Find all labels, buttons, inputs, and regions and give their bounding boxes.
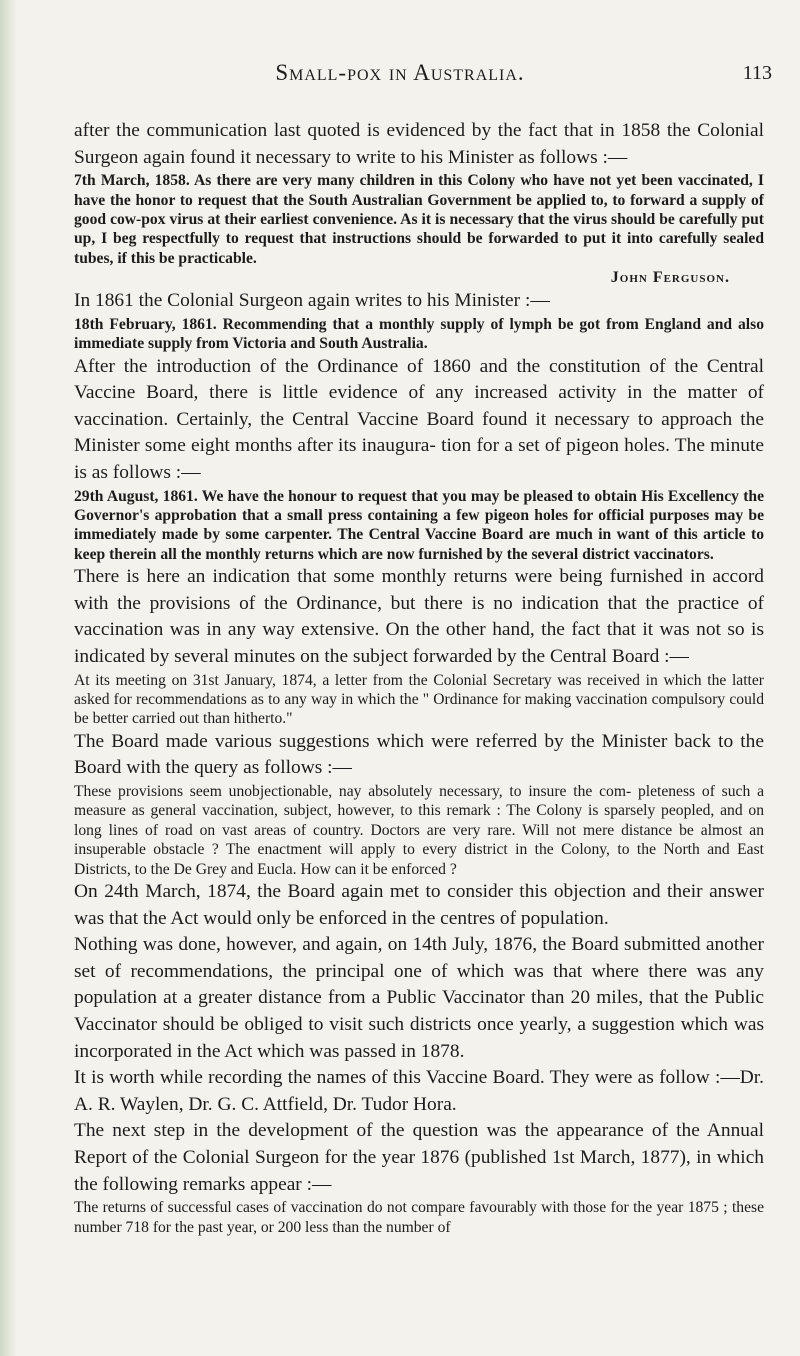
quoted-minute: At its meeting on 31st January, 1874, a letter from the Colonial Secretary was received in which the latter asked for recommendations as to any way in which the " Ordinance for making vaccination compulsory could be better carried out than hitherto." bbox=[74, 671, 764, 728]
body-paragraph: In 1861 the Colonial Surgeon again writes to his Minister :— bbox=[74, 290, 550, 312]
running-header bbox=[0, 60, 800, 90]
quoted-minute: 29th August, 1861. We have the honour to request that you may be pleased to obtain His Excellency the Governor's approbation that a small press containing a few pigeon holes for official purposes may be immediately made by some carpenter. The Central Vaccine Board are much in want of this article to keep therein all the monthly returns which are now furnished by the several district vaccinators. bbox=[74, 487, 764, 563]
quoted-letter: 18th February, 1861. Recommending that a monthly supply of lymph be got from England and also immediate supply from Victoria and South Australia. bbox=[74, 315, 764, 353]
body-paragraph: after the communication last quoted is evidenced by the fact that in 1858 the Colonial Surgeon again found it necessary to write to his Minister as follows :— bbox=[74, 120, 764, 168]
quoted-query: These provisions seem unobjectionable, nay absolutely necessary, to insure the com- pleteness of such a measure as general vaccination, subject, however, to this remark : The Colony is sparsely peopled, and on long lines of road on vast areas of country. Doctors are very rare. Will not mere distance be almost an insuperable obstacle ? The enactment will apply to every district in the Colony, to the North and East Districts, to the De Grey and Eucla. How can it be enforced ? bbox=[74, 783, 764, 878]
body-paragraph: After the introduction of the Ordinance of 1860 and the constitution of the Central Vaccine Board, there is little evidence of any increased activity in the matter of vaccination. Certainly, the Central Vaccine Board found it necessary to approach the Minister some eight months after its inaugura- tion for a set of pigeon holes. The minute is as follows :— bbox=[74, 355, 764, 483]
signature: John Ferguson. bbox=[610, 269, 730, 287]
body-paragraph: The Board made various suggestions which were referred by the Minister back to the Board with the query as follows :— bbox=[74, 730, 764, 779]
body-paragraph: It is worth while recording the names of this Vaccine Board. They were as follow :—Dr. A. R. Waylen, Dr. G. C. Attfield, Dr. Tudor Hora. bbox=[74, 1067, 764, 1115]
body-paragraph: The next step in the development of the question was the appearance of the Annual Report of the Colonial Surgeon for the year 1876 (published 1st March, 1877), in which the following remarks appear :— bbox=[74, 1120, 764, 1195]
body-paragraph: On 24th March, 1874, the Board again met to consider this objection and their answer was that the Act would only be enforced in the centres of population. bbox=[74, 881, 764, 929]
quoted-report: The returns of successful cases of vaccination do not compare favourably with those for the year 1875 ; these number 718 for the past year, or 200 less than the number of bbox=[74, 1199, 764, 1236]
running-title: Small-pox in Australia. bbox=[275, 60, 525, 85]
page-edge-shadow bbox=[0, 0, 18, 1356]
body-paragraph: Nothing was done, however, and again, on 14th July, 1876, the Board submitted another set of recommendations, the principal one of which was that where there was any population at a greater distance from a Public Vaccinator than 20 miles, that the Public Vaccinator should be obliged to visit such districts once yearly, a suggestion which was incorporated in the Act which was passed in 1878. bbox=[74, 934, 764, 1062]
page-number: 113 bbox=[742, 62, 772, 84]
page-body bbox=[74, 118, 764, 1237]
quoted-letter: 7th March, 1858. As there are very many children in this Colony who have not yet been vaccinated, I have the honor to request that the South Australian Government be applied to, to forward a supply of good cow-pox virus at their earliest convenience. As it is necessary that the virus should be carefully put up, I beg respectfully to request that instructions should be forwarded to put it into carefully sealed tubes, if this be practicable. bbox=[74, 172, 764, 267]
body-paragraph: There is here an indication that some monthly returns were being furnished in accord with the provisions of the Ordinance, but there is no indication that the practice of vaccination was in any way extensive. On the other hand, the fact that it was not so is indicated by several minutes on the subject forwarded by the Central Board :— bbox=[74, 566, 764, 667]
